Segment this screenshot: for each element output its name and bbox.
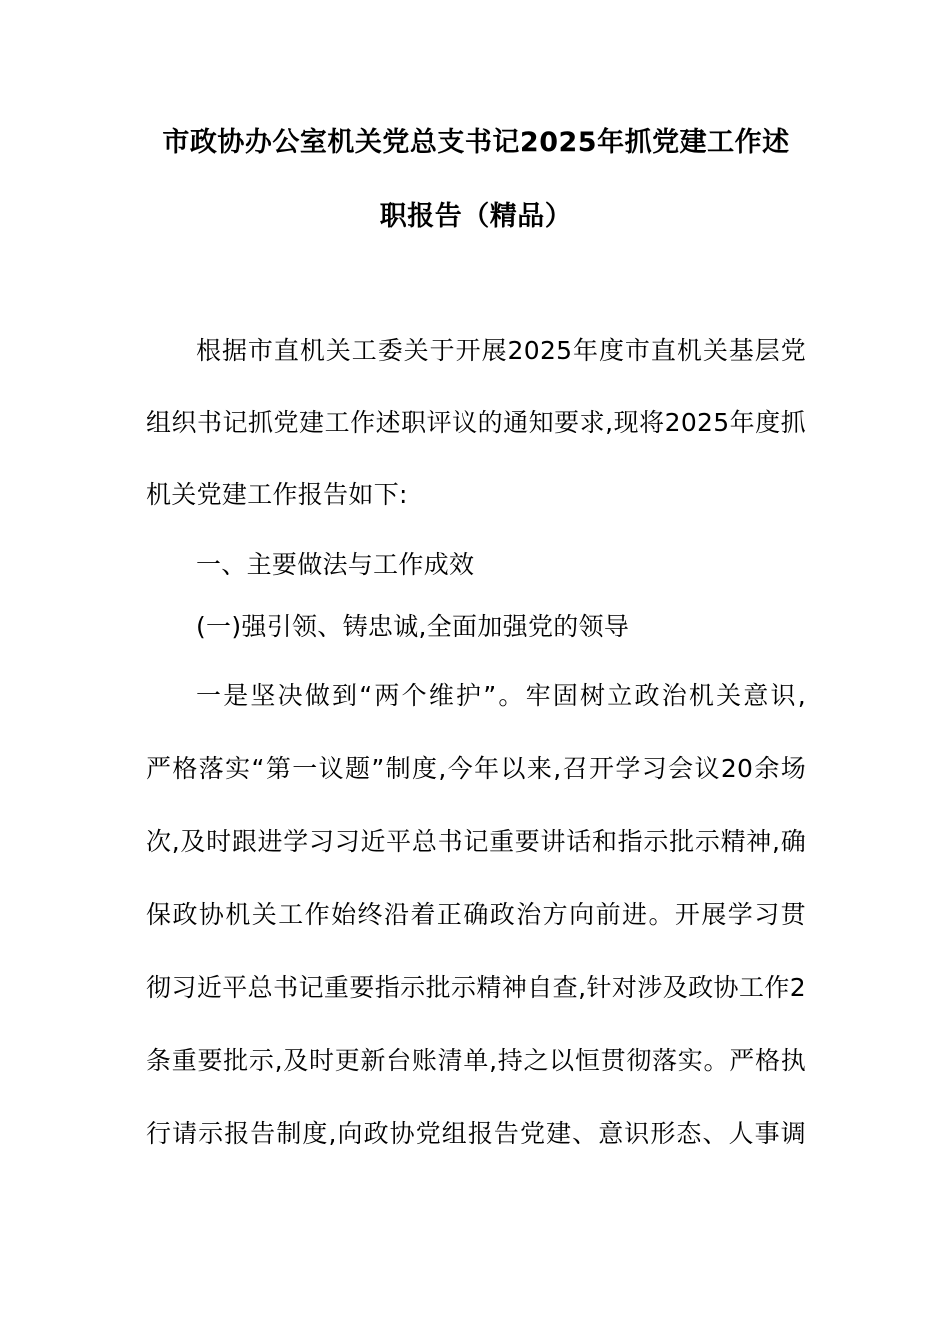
body-paragraph-line-5: 彻习近平总书记重要指示批示精神自查,针对涉及政协工作2 <box>146 973 806 1002</box>
subsection-heading: (一)强引领、铸忠诚,全面加强党的领导 <box>196 612 630 641</box>
body-paragraph-line-6: 条重要批示,及时更新台账清单,持之以恒贯彻落实。严格执 <box>146 1046 806 1075</box>
intro-paragraph-line-2: 组织书记抓党建工作述职评议的通知要求,现将2025年度抓 <box>146 408 806 437</box>
intro-paragraph-line-1: 根据市直机关工委关于开展2025年度市直机关基层党 <box>196 336 806 365</box>
document-title-line-2: 职报告（精品） <box>379 201 573 232</box>
body-paragraph-line-7: 行请示报告制度,向政协党组报告党建、意识形态、人事调 <box>146 1119 806 1148</box>
body-paragraph-line-3: 次,及时跟进学习习近平总书记重要讲话和指示批示精神,确 <box>146 827 806 856</box>
body-paragraph-line-2: 严格落实“第一议题”制度,今年以来,召开学习会议20余场 <box>146 754 806 783</box>
section-heading: 一、主要做法与工作成效 <box>196 550 475 579</box>
document-title-line-1: 市政协办公室机关党总支书记2025年抓党建工作述 <box>162 127 790 158</box>
intro-paragraph-line-3: 机关党建工作报告如下: <box>146 480 408 509</box>
body-paragraph-line-1: 一是坚决做到“两个维护”。牢固树立政治机关意识, <box>196 681 806 710</box>
body-paragraph-line-4: 保政协机关工作始终沿着正确政治方向前进。开展学习贯 <box>146 900 806 929</box>
